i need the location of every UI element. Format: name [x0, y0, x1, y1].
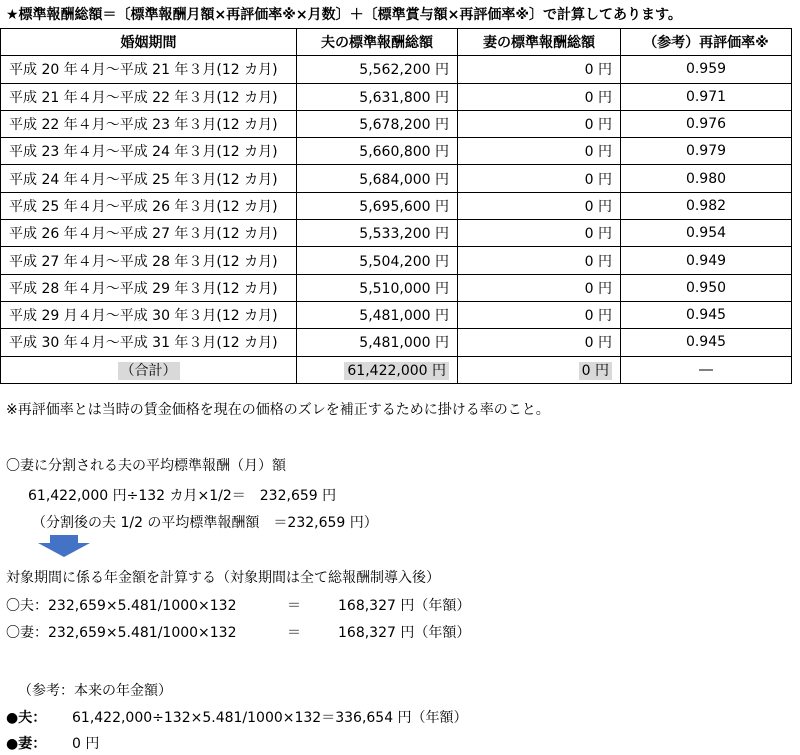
- revaluation-rate-cell: 0.950: [621, 274, 792, 301]
- revaluation-rate-cell: 0.976: [621, 110, 792, 137]
- table-header-row: [1, 29, 792, 56]
- ref-wife-value: 0 円: [72, 736, 100, 752]
- period-cell: 平成 25 年４月～平成 26 年３月(12 カ月): [1, 192, 297, 219]
- period-cell: 平成 22 年４月～平成 23 年３月(12 カ月): [1, 110, 297, 137]
- revaluation-rate-cell: 0.979: [621, 138, 792, 165]
- revaluation-rate-cell: 0.954: [621, 220, 792, 247]
- total-wife: 0 円: [579, 362, 612, 380]
- period-cell: 平成 20 年４月～平成 21 年３月(12 カ月): [1, 56, 297, 83]
- husband-calc-result: 168,327 円（年額）: [338, 598, 471, 614]
- split-paren: （分割後の夫 1/2 の平均標準報酬額 ＝232,659 円）: [32, 515, 378, 531]
- wife-total-cell: 0 円: [458, 56, 621, 83]
- husband-total-cell: 5,684,000 円: [297, 165, 458, 192]
- revaluation-rate-cell: 0.982: [621, 192, 792, 219]
- revaluation-rate-cell: 0.949: [621, 247, 792, 274]
- ref-wife-label: ●妻：: [6, 736, 47, 752]
- husband-calc-eq: ＝: [287, 598, 301, 614]
- remuneration-table: [0, 28, 792, 384]
- table-row: [1, 247, 792, 274]
- husband-total-cell: 5,533,200 円: [297, 220, 458, 247]
- header-husband-total: 夫の標準報酬総額: [297, 29, 458, 56]
- table-row: [1, 138, 792, 165]
- husband-total-cell: 5,481,000 円: [297, 329, 458, 356]
- header-marriage-period: 婚姻期間: [1, 29, 297, 56]
- period-cell: 平成 29 月４月～平成 30 年３月(12 カ月): [1, 301, 297, 328]
- period-cell: 平成 21 年４月～平成 22 年３月(12 カ月): [1, 83, 297, 110]
- total-rate: ―: [621, 356, 792, 383]
- down-arrow-icon: [36, 535, 92, 557]
- wife-total-cell: 0 円: [458, 301, 621, 328]
- husband-total-cell: 5,510,000 円: [297, 274, 458, 301]
- revaluation-rate-cell: 0.971: [621, 83, 792, 110]
- wife-total-cell: 0 円: [458, 165, 621, 192]
- revaluation-rate-cell: 0.980: [621, 165, 792, 192]
- husband-total-cell: 5,660,800 円: [297, 138, 458, 165]
- table-row: [1, 301, 792, 328]
- husband-total-cell: 5,678,200 円: [297, 110, 458, 137]
- revaluation-rate-cell: 0.945: [621, 329, 792, 356]
- revaluation-rate-cell: 0.959: [621, 56, 792, 83]
- split-title: 〇妻に分割される夫の平均標準報酬（月）額: [6, 458, 286, 474]
- husband-total-cell: 5,504,200 円: [297, 247, 458, 274]
- pension-title: 対象期間に係る年金額を計算する（対象期間は全て総報酬制導入後）: [6, 570, 440, 586]
- wife-calc-label: 〇妻：232,659×5.481/1000×132: [6, 625, 237, 641]
- total-label: （合計）: [118, 362, 180, 380]
- period-cell: 平成 28 年４月～平成 29 年３月(12 カ月): [1, 274, 297, 301]
- wife-total-cell: 0 円: [458, 220, 621, 247]
- table-row: [1, 274, 792, 301]
- header-wife-total: 妻の標準報酬総額: [458, 29, 621, 56]
- period-cell: 平成 26 年４月～平成 27 年３月(12 カ月): [1, 220, 297, 247]
- wife-calc-result: 168,327 円（年額）: [338, 625, 471, 641]
- wife-total-cell: 0 円: [458, 83, 621, 110]
- husband-total-cell: 5,562,200 円: [297, 56, 458, 83]
- split-formula: 61,422,000 円÷132 カ月×1/2＝ 232,659 円: [28, 488, 337, 504]
- wife-total-cell: 0 円: [458, 192, 621, 219]
- table-row: [1, 220, 792, 247]
- table-row: [1, 165, 792, 192]
- total-row: [1, 356, 792, 383]
- wife-total-cell: 0 円: [458, 329, 621, 356]
- period-cell: 平成 27 年４月～平成 28 年３月(12 カ月): [1, 247, 297, 274]
- table-row: [1, 329, 792, 356]
- wife-total-cell: 0 円: [458, 247, 621, 274]
- reference-title: （参考：本来の年金額）: [18, 683, 172, 699]
- table-row: [1, 83, 792, 110]
- wife-calc-eq: ＝: [287, 625, 301, 641]
- table-row: [1, 110, 792, 137]
- period-cell: 平成 30 年４月～平成 31 年３月(12 カ月): [1, 329, 297, 356]
- period-cell: 平成 24 年４月～平成 25 年３月(12 カ月): [1, 165, 297, 192]
- table-row: [1, 192, 792, 219]
- wife-total-cell: 0 円: [458, 110, 621, 137]
- husband-calc-label: 〇夫：232,659×5.481/1000×132: [6, 598, 237, 614]
- wife-total-cell: 0 円: [458, 274, 621, 301]
- husband-total-cell: 5,481,000 円: [297, 301, 458, 328]
- period-cell: 平成 23 年４月～平成 24 年３月(12 カ月): [1, 138, 297, 165]
- revaluation-rate-cell: 0.945: [621, 301, 792, 328]
- header-revaluation-rate: （参考）再評価率※: [621, 29, 792, 56]
- calculation-header: ★標準報酬総額＝〔標準報酬月額×再評価率※×月数〕＋〔標準賞与額×再評価率※〕で計算してあります。: [6, 7, 682, 23]
- husband-total-cell: 5,695,600 円: [297, 192, 458, 219]
- husband-total-cell: 5,631,800 円: [297, 83, 458, 110]
- ref-husband-value: 61,422,000÷132×5.481/1000×132＝336,654 円（年額）: [72, 710, 468, 726]
- wife-total-cell: 0 円: [458, 138, 621, 165]
- revaluation-note: ※再評価率とは当時の賃金価格を現在の価格のズレを補正するために掛ける率のこと。: [6, 402, 550, 418]
- total-husband: 61,422,000 円: [344, 362, 449, 380]
- ref-husband-label: ●夫：: [6, 710, 47, 726]
- table-row: [1, 56, 792, 83]
